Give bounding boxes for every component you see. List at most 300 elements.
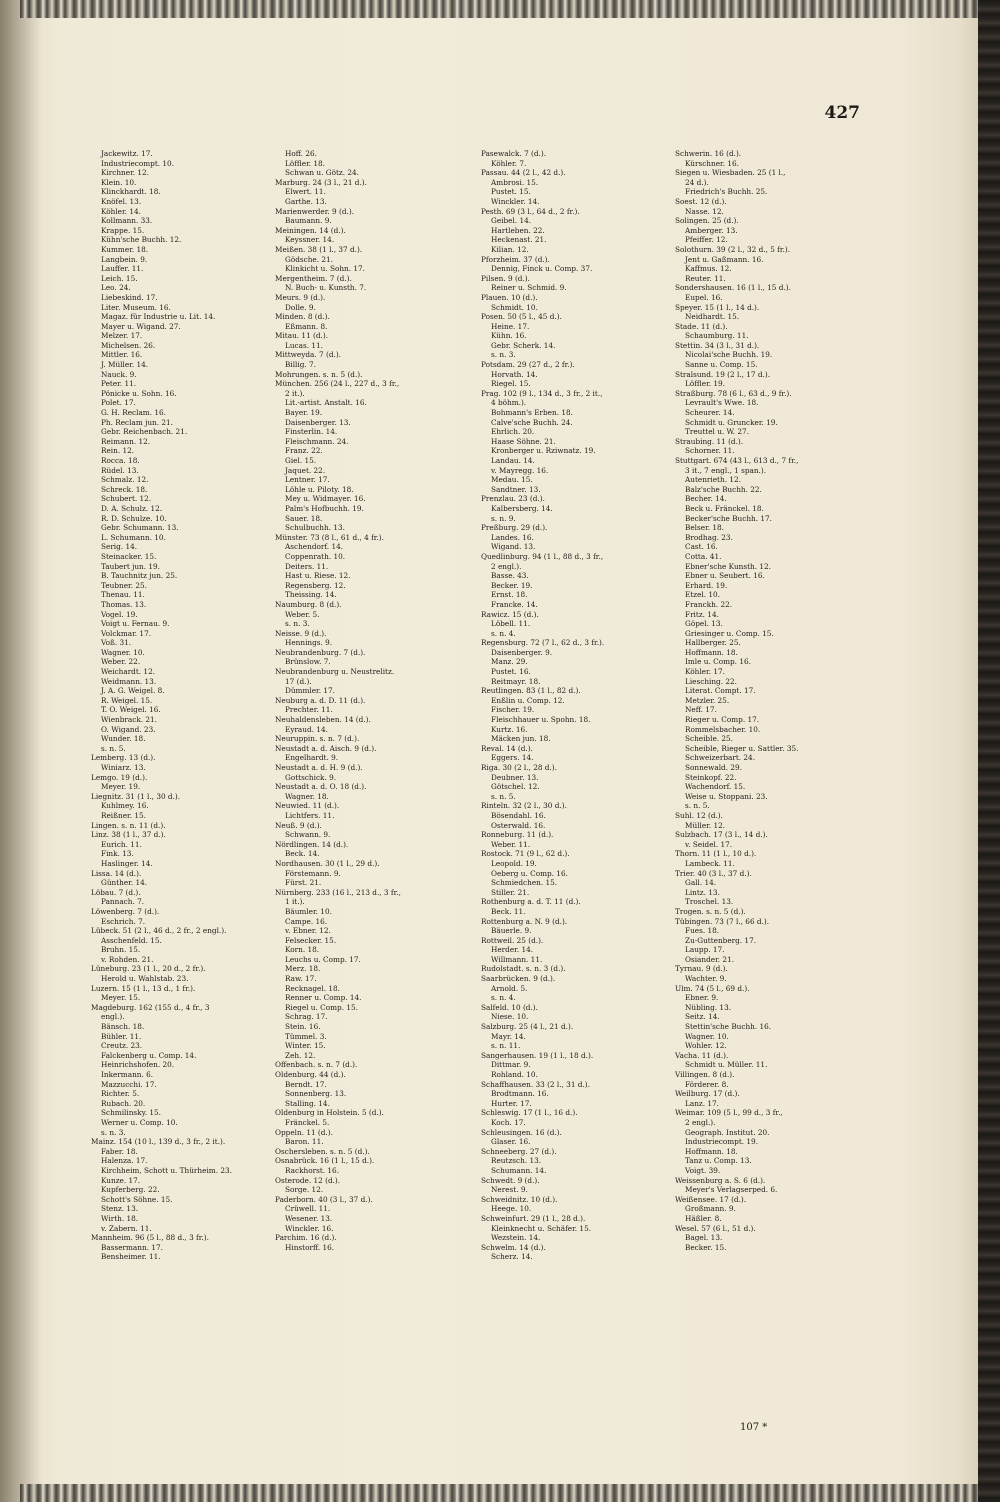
publisher-entry: Thomas. 13. xyxy=(101,599,147,609)
publisher-entry: R. Weigel. 15. xyxy=(101,695,153,705)
publisher-entry: Melzer. 17. xyxy=(101,331,143,341)
publisher-entry: 3 it., 7 engl., 1 span.). xyxy=(685,465,767,475)
publisher-entry: Hurter. 17. xyxy=(491,1098,532,1108)
publisher-entry: Förderer. 8. xyxy=(685,1079,729,1089)
city-entry: Mannheim. 96 (5 l., 88 d., 3 fr.). xyxy=(91,1233,209,1243)
publisher-entry: Vogel. 19. xyxy=(101,609,138,619)
city-entry: Mitau. 11 (d.). xyxy=(275,331,329,341)
city-entry: Siegen u. Wiesbaden. 25 (1 l., xyxy=(675,168,786,178)
city-entry: Osnabrück. 16 (1 l., 15 d.). xyxy=(275,1156,375,1166)
publisher-entry: Voß. 31. xyxy=(101,638,132,648)
publisher-entry: Beck u. Fränckel. 18. xyxy=(685,503,764,513)
publisher-entry: Cotta. 41. xyxy=(685,551,722,561)
city-entry: Straßburg. 78 (6 l., 63 d., 9 fr.). xyxy=(675,388,792,398)
publisher-entry: Scheurer. 14. xyxy=(685,408,735,418)
publisher-entry: Großmann. 9. xyxy=(685,1204,736,1214)
city-entry: Meißen. 38 (1 l., 37 d.). xyxy=(275,244,363,254)
publisher-entry: Balz'sche Buchh. 22. xyxy=(685,484,762,494)
publisher-entry: R. D. Schulze. 10. xyxy=(101,513,167,523)
sheet-signature: 107 * xyxy=(740,1422,768,1433)
city-entry: Stade. 11 (d.). xyxy=(675,321,728,331)
city-entry: Plauen. 10 (d.). xyxy=(481,292,538,302)
publisher-entry: Reuter. 11. xyxy=(685,273,726,283)
city-entry: Stuttgart. 674 (43 l., 613 d., 7 fr., xyxy=(675,456,799,465)
publisher-entry: Mäcken jun. 18. xyxy=(491,734,551,744)
publisher-entry: O. Wigand. 23. xyxy=(101,724,156,734)
publisher-entry: Fränckel. 5. xyxy=(285,1117,330,1127)
publisher-entry: Osiander. 21. xyxy=(685,954,735,964)
publisher-entry: Gottschick. 9. xyxy=(285,772,337,782)
city-entry: Prenzlau. 23 (d.). xyxy=(481,494,545,504)
publisher-entry: D. A. Schulz. 12. xyxy=(101,503,163,513)
city-entry: Lingen. s. n. 11 (d.). xyxy=(91,820,166,830)
publisher-entry: Gall. 14. xyxy=(685,878,717,888)
publisher-entry: Beck. 11. xyxy=(491,906,526,916)
publisher-entry: Becker. 19. xyxy=(491,580,533,590)
publisher-entry: Lentner. 17. xyxy=(285,475,330,485)
publisher-entry: Winter. 15. xyxy=(285,1041,326,1051)
publisher-entry: Hoffmann. 18. xyxy=(685,1146,738,1156)
publisher-entry: Liesching. 22. xyxy=(685,676,737,686)
publisher-entry: Pustet. 15. xyxy=(491,187,531,197)
publisher-entry: Rüdel. 13. xyxy=(101,465,139,475)
publisher-entry: s. n. 4. xyxy=(491,628,516,638)
publisher-entry: Thenau. 11. xyxy=(101,590,145,600)
publisher-entry: Peter. 11. xyxy=(101,379,137,389)
city-entry: Mainz. 154 (10 l., 139 d., 3 fr., 2 it.). xyxy=(91,1137,226,1147)
publisher-entry: Wezstein. 14. xyxy=(491,1233,541,1243)
publisher-entry: Manz. 29. xyxy=(491,657,528,667)
city-entry: Preßburg. 29 (d.). xyxy=(481,523,548,533)
city-entry: Speyer. 15 (1 l., 14 d.). xyxy=(675,302,760,312)
publisher-entry: Schmalz. 12. xyxy=(101,475,149,485)
city-entry: Weimar. 109 (5 l., 99 d., 3 fr., xyxy=(675,1108,783,1118)
publisher-entry: Daisenberger. 9. xyxy=(491,647,553,657)
publisher-entry: Richter. 5. xyxy=(101,1089,140,1099)
publisher-entry: Krappe. 15. xyxy=(101,225,145,235)
publisher-entry: Reimann. 12. xyxy=(101,436,151,446)
publisher-entry: Leuchs u. Comp. 17. xyxy=(285,954,361,964)
publisher-entry: Ebner. 9. xyxy=(685,993,719,1003)
city-entry: Neuhaldensleben. 14 (d.). xyxy=(275,715,371,725)
city-entry: Nordhausen. 30 (1 l., 29 d.). xyxy=(275,858,380,868)
publisher-entry: Berndt. 17. xyxy=(285,1079,327,1089)
city-entry: Rottweil. 25 (d.). xyxy=(481,935,544,945)
city-entry: Lissa. 14 (d.). xyxy=(91,868,142,878)
publisher-entry: Rubach. 20. xyxy=(101,1098,146,1108)
publisher-entry: Dolle. 9. xyxy=(285,302,316,312)
publisher-entry: Weichardt. 12. xyxy=(101,667,156,677)
publisher-entry: Baumann. 9. xyxy=(285,216,332,226)
publisher-entry: Laupp. 17. xyxy=(685,945,725,955)
publisher-entry: 24 d.). xyxy=(685,177,709,187)
publisher-entry: Haslinger. 14. xyxy=(101,858,153,868)
publisher-entry: Fürst. 21. xyxy=(285,878,322,888)
city-entry: Reutlingen. 83 (1 l., 82 d.). xyxy=(481,686,581,696)
publisher-entry: Rohland. 10. xyxy=(491,1070,538,1079)
publisher-entry: Liter. Museum. 16. xyxy=(101,302,171,312)
city-entry: Parchim. 16 (d.). xyxy=(275,1233,337,1243)
publisher-entry: Falckenberg u. Comp. 14. xyxy=(101,1050,197,1060)
publisher-entry: Calve'sche Buchh. 24. xyxy=(491,417,573,427)
publisher-entry: Schulbuchh. 13. xyxy=(285,523,345,533)
publisher-entry: Zeh. 12. xyxy=(285,1050,316,1060)
publisher-entry: Löffler. 19. xyxy=(685,379,726,389)
publisher-entry: Elwert. 11. xyxy=(285,187,326,197)
publisher-entry: Bäumler. 10. xyxy=(285,906,332,916)
publisher-entry: Dittmar. 9. xyxy=(491,1060,531,1070)
publisher-entry: Leopold. 19. xyxy=(491,858,537,868)
publisher-entry: Baron. 11. xyxy=(285,1137,324,1147)
publisher-entry: Mayr. 14. xyxy=(491,1031,526,1041)
publisher-entry: Gödsche. 21. xyxy=(285,254,333,264)
publisher-entry: Renner u. Comp. 14. xyxy=(285,993,362,1003)
publisher-entry: Kuhlmey. 16. xyxy=(101,801,149,811)
publisher-entry: Campe. 16. xyxy=(285,916,328,926)
page-number: 427 xyxy=(824,103,860,123)
publisher-entry: Fleischhauer u. Spohn. 18. xyxy=(491,715,591,725)
city-entry: Salzburg. 25 (4 l., 21 d.). xyxy=(481,1022,574,1032)
city-entry: Riga. 30 (2 l., 28 d.). xyxy=(481,763,557,772)
publisher-entry: Kurtz. 16. xyxy=(491,724,528,734)
publisher-entry: Winckler. 14. xyxy=(491,196,540,206)
city-entry: Neustadt a. d. H. 9 (d.). xyxy=(275,763,363,772)
city-entry: Trier. 40 (3 l., 37 d.). xyxy=(675,868,752,878)
publisher-entry: Kühn'sche Buchh. 12. xyxy=(101,235,182,245)
publisher-entry: Becher. 14. xyxy=(685,494,727,504)
publisher-entry: B. Tauchnitz jun. 25. xyxy=(101,571,178,581)
publisher-entry: Taubert jun. 19. xyxy=(101,561,160,571)
publisher-entry: Klinckhardt. 18. xyxy=(101,187,161,197)
publisher-entry: Nicolai'sche Buchh. 19. xyxy=(685,350,773,360)
publisher-entry: Lauffer. 11. xyxy=(101,264,144,274)
publisher-entry: Lintz. 13. xyxy=(685,887,720,897)
publisher-entry: Brünslow. 7. xyxy=(285,657,331,667)
publisher-entry: Crüwell. 11. xyxy=(285,1204,331,1214)
publisher-entry: J. Müller. 14. xyxy=(101,360,149,370)
publisher-entry: Sandtner. 13. xyxy=(491,484,541,494)
city-entry: Nördlingen. 14 (d.). xyxy=(275,839,349,849)
city-entry: Rostock. 71 (9 l., 62 d.). xyxy=(481,849,570,859)
publisher-entry: Mittler. 16. xyxy=(101,350,143,360)
publisher-entry: Hallberger. 25. xyxy=(685,638,741,648)
publisher-entry: Sonnewald. 29. xyxy=(685,763,742,772)
publisher-entry: 2 it.). xyxy=(285,388,305,398)
city-entry: Solingen. 25 (d.). xyxy=(675,216,739,226)
publisher-entry: Wagner. 10. xyxy=(101,647,145,657)
city-entry: Reval. 14 (d.). xyxy=(481,743,533,753)
publisher-entry: Etzel. 10. xyxy=(685,590,720,600)
publisher-entry: Enßlin u. Comp. 12. xyxy=(491,695,565,705)
publisher-entry: Sanne u. Comp. 15. xyxy=(685,360,758,370)
publisher-entry: Schmidt u. Müller. 11. xyxy=(685,1060,768,1070)
publisher-entry: Neff. 17. xyxy=(685,705,717,715)
publisher-entry: Schaumburg. 11. xyxy=(685,331,749,341)
city-entry: Schweidnitz. 10 (d.). xyxy=(481,1194,558,1204)
publisher-entry: Hoff. 26. xyxy=(285,149,317,158)
city-entry: Neustadt a. d. O. 18 (d.). xyxy=(275,782,367,792)
city-entry: Salfeld. 10 (d.). xyxy=(481,1002,538,1012)
publisher-entry: Schorner. 11. xyxy=(685,446,735,456)
publisher-entry: Wohler. 12. xyxy=(685,1041,727,1051)
publisher-entry: Sauer. 18. xyxy=(285,513,323,523)
publisher-entry: Medau. 15. xyxy=(491,475,533,485)
city-entry: Rudolstadt. s. n. 3 (d.). xyxy=(481,964,566,974)
publisher-entry: J. A. G. Weigel. 8. xyxy=(101,686,165,696)
city-entry: Sondershausen. 16 (1 l., 15 d.). xyxy=(675,283,791,293)
publisher-entry: Brodhag. 23. xyxy=(685,532,733,542)
publisher-entry: Becker'sche Buchh. 17. xyxy=(685,513,772,523)
publisher-entry: Schwan u. Götz. 24. xyxy=(285,168,359,178)
publisher-entry: Theissing. 14. xyxy=(285,590,337,600)
city-entry: Schaffhausen. 33 (2 l., 31 d.). xyxy=(481,1079,590,1089)
publisher-entry: Eupel. 16. xyxy=(685,292,723,302)
publisher-entry: Weise u. Stoppani. 23. xyxy=(685,791,768,801)
publisher-entry: Ph. Reclam jun. 21. xyxy=(101,417,173,427)
publisher-entry: Rein. 12. xyxy=(101,446,135,456)
publisher-entry: Kronberger u. Rziwnatz. 19. xyxy=(491,446,596,456)
publisher-entry: Scherz. 14. xyxy=(491,1252,533,1262)
publisher-entry: Schweizerbart. 24. xyxy=(685,753,756,763)
publisher-entry: Kürschner. 16. xyxy=(685,158,739,168)
publisher-entry: Reiner u. Schmid. 9. xyxy=(491,283,567,293)
publisher-entry: v. Rohden. 21. xyxy=(101,954,154,964)
publisher-entry: Hoffmann. 18. xyxy=(685,647,738,657)
publisher-entry: Giel. 15. xyxy=(285,456,317,465)
city-entry: Rottenburg a. N. 9 (d.). xyxy=(481,916,568,926)
publisher-entry: T. O. Weigel. 16. xyxy=(101,705,161,715)
publisher-entry: Fues. 18. xyxy=(685,926,720,936)
city-entry: Ulm. 74 (5 l., 69 d.). xyxy=(675,983,750,993)
publisher-entry: Wienbrack. 21. xyxy=(101,715,157,725)
publisher-entry: Tanz u. Comp. 13. xyxy=(685,1156,752,1166)
city-entry: Oldenburg. 44 (d.). xyxy=(275,1070,346,1079)
publisher-entry: Klein. 10. xyxy=(101,177,137,187)
publisher-entry: Troschel. 13. xyxy=(685,897,734,907)
publisher-entry: Knöfel. 13. xyxy=(101,196,142,206)
publisher-entry: Raw. 17. xyxy=(285,974,317,984)
publisher-entry: Stalling. 14. xyxy=(285,1098,330,1108)
publisher-entry: Voigt u. Fernau. 9. xyxy=(101,619,170,629)
publisher-entry: s. n. 9. xyxy=(491,513,516,523)
publisher-entry: v. Ebner. 12. xyxy=(285,926,331,936)
city-entry: Weissenburg a. S. 6 (d.). xyxy=(675,1175,766,1185)
publisher-entry: Korn. 18. xyxy=(285,945,320,955)
publisher-entry: Finsterlin. 14. xyxy=(285,427,338,437)
publisher-entry: Ambrosi. 15. xyxy=(491,177,539,187)
publisher-entry: s. n. 5. xyxy=(685,801,710,811)
publisher-entry: Steinacker. 15. xyxy=(101,551,157,561)
publisher-entry: Götschel. 12. xyxy=(491,782,540,792)
city-entry: Offenbach. s. n. 7 (d.). xyxy=(275,1060,358,1070)
bottom-scan-border xyxy=(20,1484,978,1502)
publisher-entry: Asschenfeld. 15. xyxy=(101,935,162,945)
publisher-entry: Fritz. 14. xyxy=(685,609,719,619)
city-entry: Linz. 38 (1 l., 37 d.). xyxy=(91,830,166,840)
publisher-entry: Nasse. 12. xyxy=(685,206,724,216)
city-entry: Tyrnau. 9 (d.). xyxy=(675,964,728,974)
publisher-entry: Ehrlich. 20. xyxy=(491,427,535,437)
publisher-entry: Schmilinsky. 15. xyxy=(101,1108,161,1118)
city-entry: Posen. 50 (5 l., 45 d.). xyxy=(481,312,562,322)
publisher-entry: Löbell. 11. xyxy=(491,619,531,629)
publisher-entry: Franz. 22. xyxy=(285,446,323,456)
publisher-entry: Schrag. 17. xyxy=(285,1012,328,1022)
publisher-entry: Garthe. 13. xyxy=(285,196,327,206)
column-4 xyxy=(675,149,860,1252)
publisher-entry: Inkermann. 6. xyxy=(101,1070,154,1079)
publisher-entry: Becker. 15. xyxy=(685,1242,727,1252)
publisher-entry: Häßler. 8. xyxy=(685,1213,722,1223)
publisher-entry: Klinkicht u. Sohn. 17. xyxy=(285,264,365,274)
publisher-entry: Leo. 24. xyxy=(101,283,131,293)
publisher-entry: 2 engl.). xyxy=(491,561,522,571)
publisher-entry: Felsecker. 15. xyxy=(285,935,337,945)
city-entry: Naumburg. 8 (d.). xyxy=(275,599,342,609)
publisher-entry: L. Schumann. 10. xyxy=(101,532,166,542)
publisher-entry: Weidmann. 13. xyxy=(101,676,157,686)
publisher-entry: Meyer. 15. xyxy=(101,993,141,1003)
publisher-entry: Neidhardt. 15. xyxy=(685,312,740,322)
city-entry: Mergentheim. 7 (d.). xyxy=(275,273,352,283)
city-entry: Schneeberg. 27 (d.). xyxy=(481,1146,557,1156)
publisher-entry: Palm's Hofbuchh. 19. xyxy=(285,503,364,513)
city-entry: Schwelm. 14 (d.). xyxy=(481,1242,546,1252)
publisher-entry: Teubner. 25. xyxy=(101,580,147,590)
publisher-entry: Stiller. 21. xyxy=(491,887,530,897)
city-entry: Tübingen. 73 (7 l., 66 d.). xyxy=(675,916,770,926)
publisher-entry: Löhle u. Piloty. 18. xyxy=(285,484,354,494)
city-entry: Pforzheim. 37 (d.). xyxy=(481,254,550,264)
publisher-entry: Kaffmus. 12. xyxy=(685,264,732,274)
publisher-entry: Faber. 18. xyxy=(101,1146,138,1156)
publisher-entry: Gebr. Schumann. 13. xyxy=(101,523,179,533)
publisher-entry: Schumann. 14. xyxy=(491,1165,547,1175)
publisher-entry: Eurich. 11. xyxy=(101,839,142,849)
city-entry: Lemberg. 13 (d.). xyxy=(91,753,156,763)
binding-shadow xyxy=(0,0,42,1502)
city-entry: Rothenburg a. d. T. 11 (d.). xyxy=(481,897,581,907)
city-entry: Neustadt a. d. Aisch. 9 (d.). xyxy=(275,743,377,753)
publisher-entry: Willmann. 11. xyxy=(491,954,543,964)
publisher-entry: Magaz. für Industrie u. Lit. 14. xyxy=(101,312,216,322)
publisher-entry: Brodtmann. 16. xyxy=(491,1089,549,1099)
publisher-entry: Schmidt u. Gruncker. 19. xyxy=(685,417,778,427)
publisher-entry: Mey u. Widmayer. 16. xyxy=(285,494,366,504)
city-entry: Nürnberg. 233 (16 l., 213 d., 3 fr., xyxy=(275,887,401,897)
publisher-entry: Deiters. 11. xyxy=(285,561,329,571)
publisher-entry: Glaser. 16. xyxy=(491,1137,531,1147)
publisher-entry: Bayer. 19. xyxy=(285,408,323,418)
city-entry: Schwedt. 9 (d.). xyxy=(481,1175,540,1185)
publisher-entry: Regensberg. 12. xyxy=(285,580,346,590)
publisher-entry: Merz. 18. xyxy=(285,964,321,974)
city-entry: Mittweyda. 7 (d.). xyxy=(275,350,341,360)
city-entry: Neisse. 9 (d.). xyxy=(275,628,327,638)
city-entry: Ronneburg. 11 (d.). xyxy=(481,830,554,840)
top-scan-border xyxy=(20,0,978,18)
publisher-entry: s. n. 3. xyxy=(101,1127,126,1137)
publisher-entry: engl.). xyxy=(101,1012,125,1022)
publisher-entry: Fleischmann. 24. xyxy=(285,436,349,446)
publisher-entry: s. n. 3. xyxy=(285,619,310,629)
publisher-entry: 4 böhm.). xyxy=(491,398,527,408)
publisher-entry: Literat. Compt. 17. xyxy=(685,686,756,696)
city-entry: Meiningen. 14 (d.). xyxy=(275,225,346,235)
publisher-entry: Wachendorf. 15. xyxy=(685,782,746,792)
publisher-entry: Heinrichshofen. 20. xyxy=(101,1060,175,1070)
publisher-entry: Bagel. 13. xyxy=(685,1233,723,1243)
city-entry: Neuburg a. d. D. 11 (d.). xyxy=(275,695,366,705)
publisher-entry: Liebeskind. 17. xyxy=(101,292,158,302)
publisher-entry: Jaquet. 22. xyxy=(285,465,326,475)
publisher-entry: Ernst. 18. xyxy=(491,590,528,600)
publisher-entry: Dennig, Finck u. Comp. 37. xyxy=(491,264,593,274)
publisher-entry: Schott's Söhne. 15. xyxy=(101,1194,173,1204)
publisher-entry: Voigt. 39. xyxy=(685,1165,721,1175)
publisher-entry: Beck. 14. xyxy=(285,849,320,859)
publisher-entry: Niese. 10. xyxy=(491,1012,529,1022)
publisher-entry: s. n. 5. xyxy=(491,791,516,801)
publisher-entry: Bänsch. 18. xyxy=(101,1022,145,1032)
publisher-entry: Tümmel. 3. xyxy=(285,1031,327,1041)
city-entry: Löbau. 7 (d.). xyxy=(91,887,141,897)
publisher-entry: Hinstorff. 16. xyxy=(285,1242,335,1252)
publisher-entry: Seitz. 14. xyxy=(685,1012,720,1022)
publisher-entry: Bösendahl. 16. xyxy=(491,810,546,820)
publisher-entry: Kunze. 17. xyxy=(101,1175,141,1185)
publisher-entry: G. H. Reclam. 16. xyxy=(101,408,166,418)
publisher-entry: Polet. 17. xyxy=(101,398,136,408)
publisher-entry: s. n. 4. xyxy=(491,993,516,1003)
publisher-entry: Lanz. 17. xyxy=(685,1098,719,1108)
city-entry: Vacha. 11 (d.). xyxy=(675,1050,729,1060)
publisher-entry: Treuttel u. W. 27. xyxy=(685,427,750,437)
publisher-entry: s. n. 3. xyxy=(491,350,516,360)
city-entry: Marburg. 24 (3 l., 21 d.). xyxy=(275,177,367,187)
city-entry: Weißensee. 17 (d.). xyxy=(675,1194,747,1204)
publisher-entry: Scheible, Rieger u. Sattler. 35. xyxy=(685,743,799,753)
publisher-entry: Rocca. 18. xyxy=(101,456,140,465)
publisher-entry: Keyssner. 14. xyxy=(285,235,335,245)
city-entry: Rinteln. 32 (2 l., 30 d.). xyxy=(481,801,567,811)
publisher-entry: Weber. 11. xyxy=(491,839,531,849)
publisher-entry: Michelsen. 26. xyxy=(101,340,156,350)
publisher-entry: Basse. 43. xyxy=(491,571,529,581)
city-entry: Regensburg. 72 (7 l., 62 d., 3 fr.). xyxy=(481,638,605,648)
publisher-entry: Herold u. Wahlstab. 23. xyxy=(101,974,189,984)
publisher-entry: Jackewitz. 17. xyxy=(101,149,153,158)
city-entry: Prag. 102 (9 l., 134 d., 3 fr., 2 it., xyxy=(481,388,603,398)
publisher-entry: Horvath. 14. xyxy=(491,369,538,379)
publisher-entry: Werner u. Comp. 10. xyxy=(101,1117,178,1127)
publisher-entry: Fink. 13. xyxy=(101,849,134,859)
publisher-entry: Stenz. 13. xyxy=(101,1204,139,1214)
publisher-entry: Kilian. 12. xyxy=(491,244,529,254)
publisher-entry: Wesener. 13. xyxy=(285,1213,333,1223)
right-scan-edge xyxy=(978,0,1000,1502)
city-entry: Schweinfurt. 29 (1 l., 28 d.). xyxy=(481,1213,586,1223)
publisher-entry: v. Zabern. 11. xyxy=(101,1223,152,1233)
publisher-entry: Gebr. Reichenbach. 21. xyxy=(101,427,188,437)
publisher-entry: Eßmann. 8. xyxy=(285,321,328,331)
publisher-entry: Wirth. 18. xyxy=(101,1213,139,1223)
publisher-entry: Ebner u. Seubert. 16. xyxy=(685,571,765,581)
publisher-entry: Heege. 10. xyxy=(491,1204,532,1214)
city-entry: Sulzbach. 17 (3 l., 14 d.). xyxy=(675,830,768,840)
publisher-entry: Halenza. 17. xyxy=(101,1156,148,1166)
city-entry: Schleusingen. 16 (d.). xyxy=(481,1127,562,1137)
